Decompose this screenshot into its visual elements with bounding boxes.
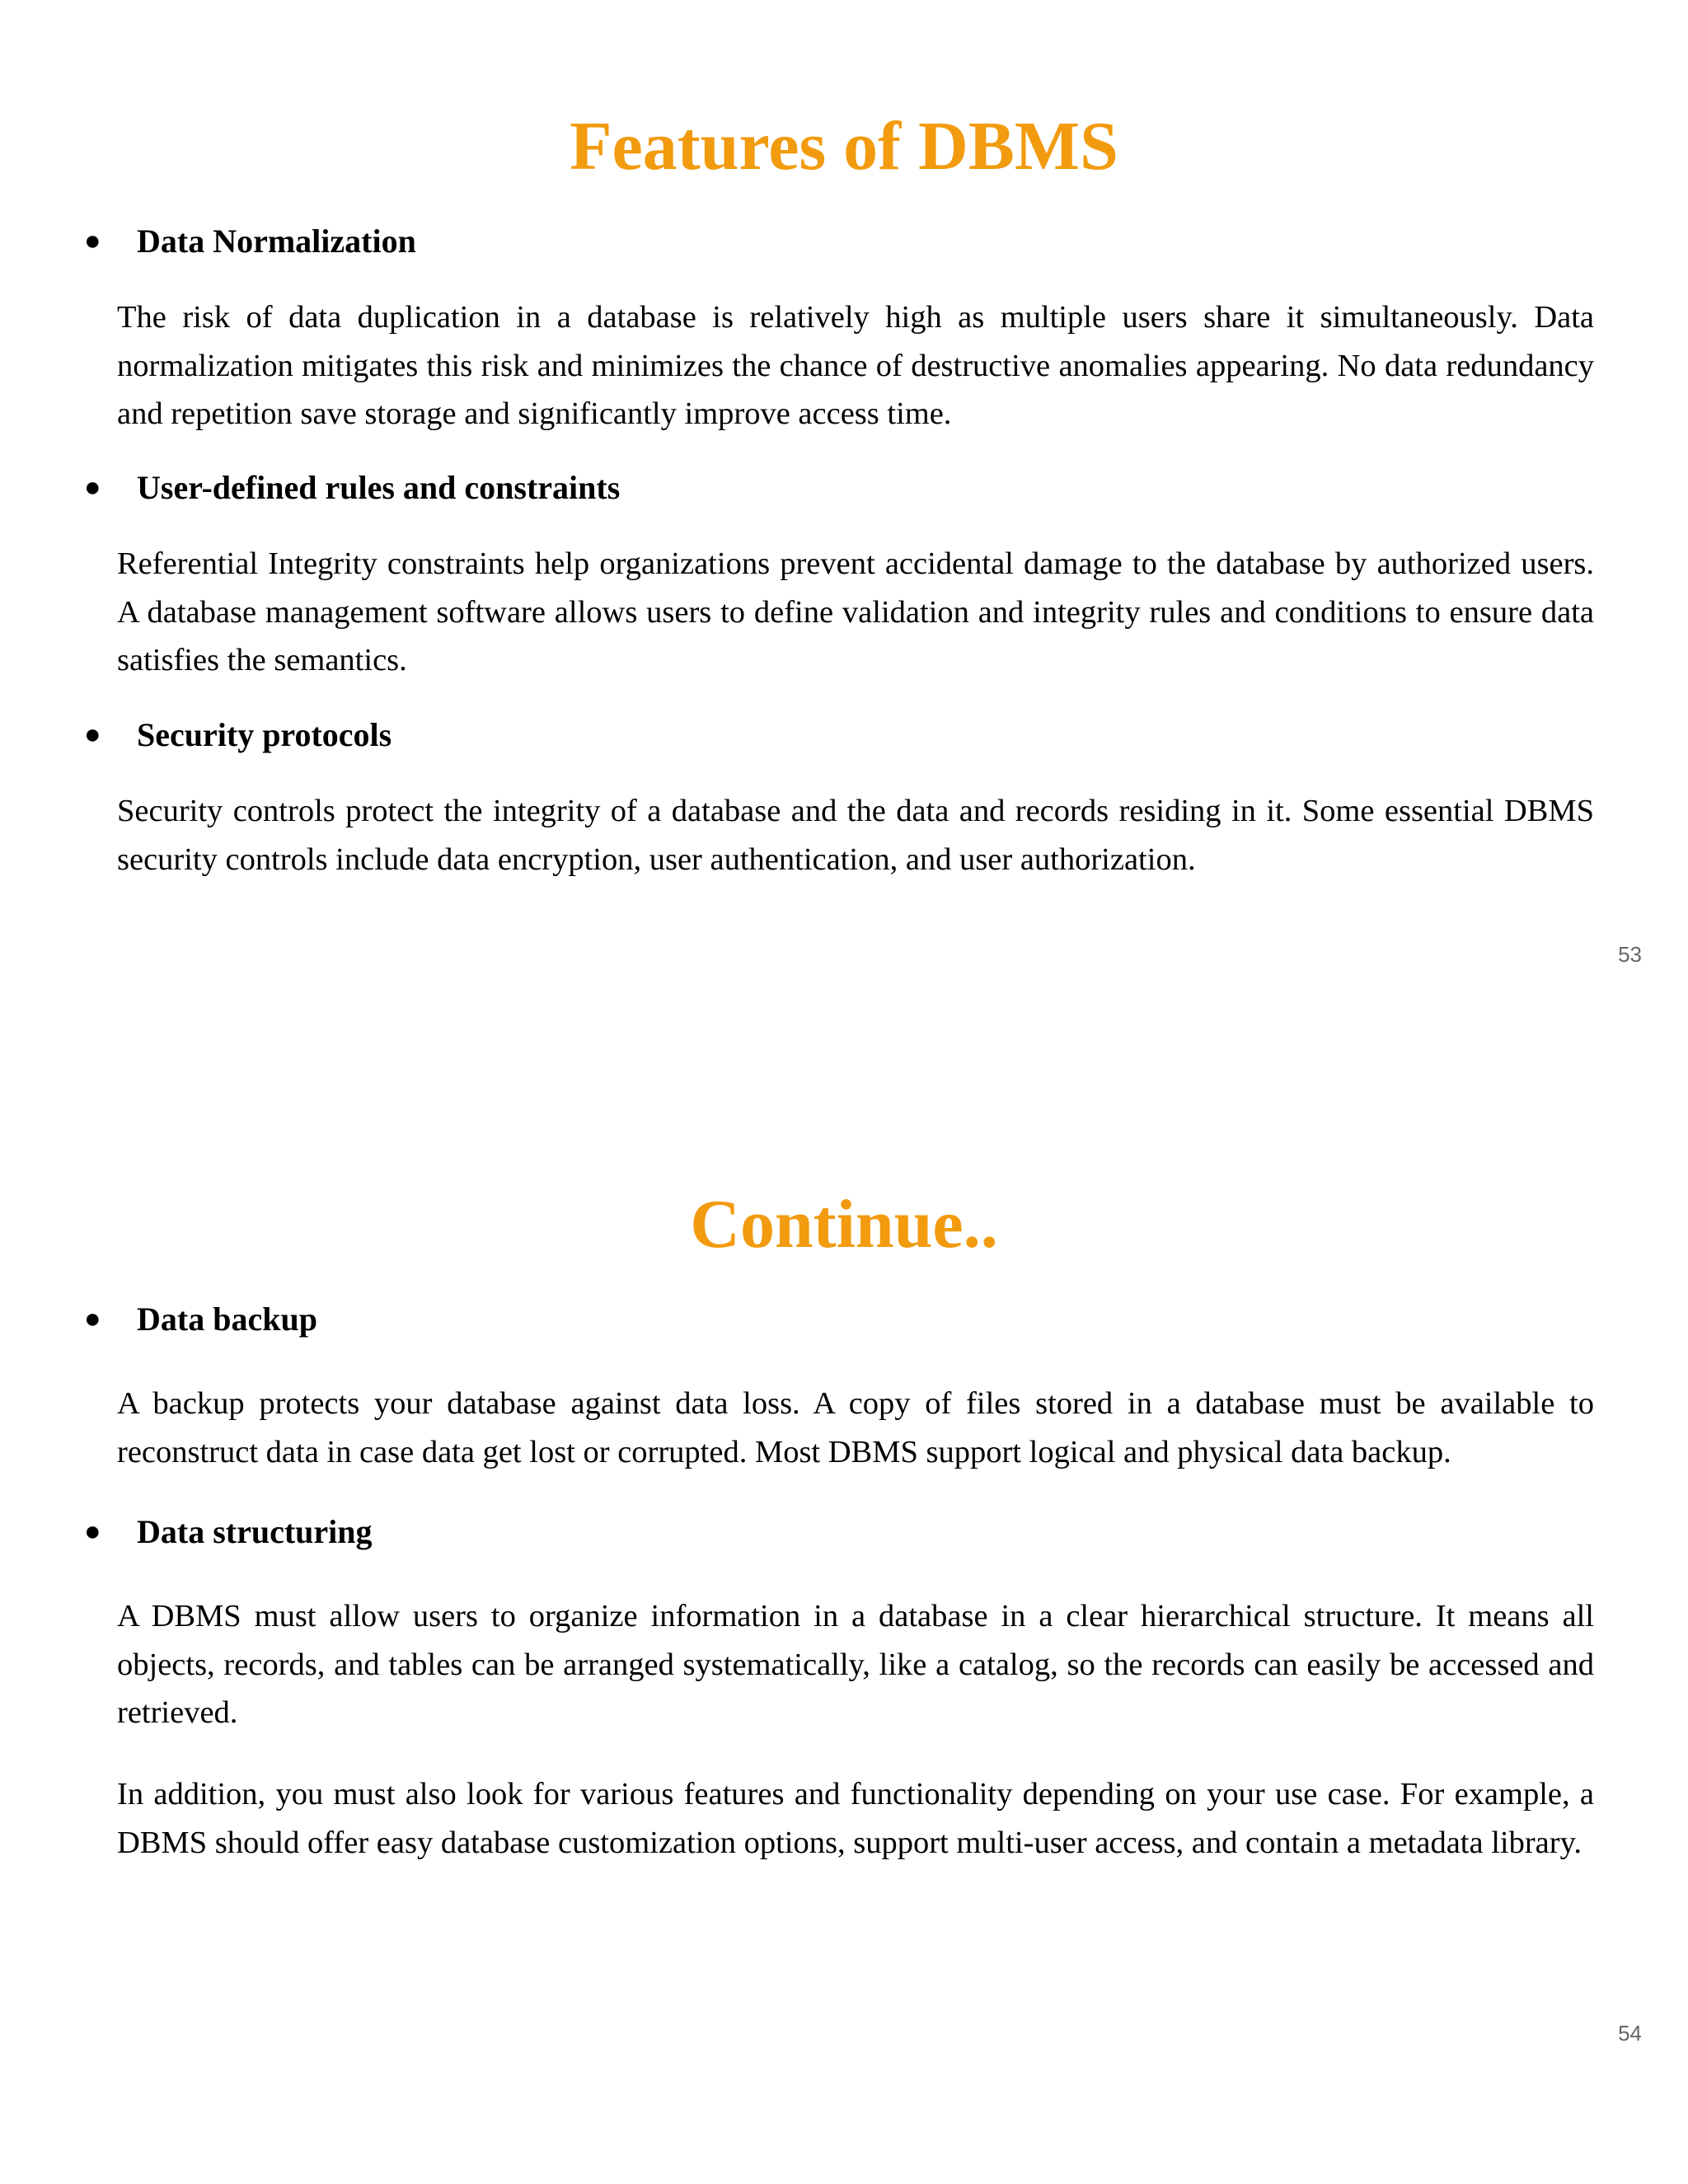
section-heading-data-normalization bbox=[84, 221, 416, 262]
section-heading-data-structuring bbox=[84, 1511, 373, 1553]
paragraph-closing: In addition, you must also look for various features and functionality depending on your use case. For example, a DBMS should offer easy database customization options, support multi-user access, and contain a metadata library. bbox=[117, 1777, 1594, 1860]
paragraph-data-backup: A backup protects your database against data loss. A copy of files stored in a database must be available to reconstruct data in case data get lost or corrupted. Most DBMS support logical and physical data backup. bbox=[117, 1386, 1594, 1469]
bullet-icon: ● bbox=[84, 472, 101, 503]
section-heading-security-protocols bbox=[84, 715, 392, 756]
section-heading-user-defined-rules bbox=[84, 467, 621, 509]
paragraph-data-structuring: A DBMS must allow users to organize information in a database in a clear hierarchical structure. It means all objects, records, and tables can be arranged systematically, like a catalog, so the records can easily be accessed and retrieved. bbox=[117, 1599, 1594, 1730]
section-heading-text: Data backup bbox=[137, 1301, 317, 1338]
page-title: Features of DBMS bbox=[570, 108, 1118, 185]
page-number: 54 bbox=[1618, 2021, 1642, 2046]
document-page-54 bbox=[0, 1080, 1688, 2184]
section-heading-text: Data structuring bbox=[137, 1513, 373, 1550]
page-number: 53 bbox=[1618, 942, 1642, 967]
bullet-icon: ● bbox=[84, 1304, 101, 1334]
section-heading-text: Data Normalization bbox=[137, 223, 416, 260]
page-title: Continue.. bbox=[690, 1186, 998, 1263]
section-heading-text: Security protocols bbox=[137, 716, 392, 753]
bullet-icon: ● bbox=[84, 1516, 101, 1547]
section-heading-data-backup bbox=[84, 1299, 317, 1340]
bullet-icon: ● bbox=[84, 719, 101, 750]
paragraph-data-normalization: The risk of data duplication in a database is relatively high as multiple users share it simultaneously. Data normalization mitigates this risk and minimizes the chance of destructive anomalies appearing. No data redundancy and repetition save storage and significantly improve access time. bbox=[117, 300, 1594, 431]
paragraph-security-protocols: Security controls protect the integrity of a database and the data and records residing in it. Some essential DBMS security controls include data encryption, user authentication, and user authorization. bbox=[117, 794, 1594, 877]
bullet-icon: ● bbox=[84, 226, 101, 256]
document-page-53 bbox=[0, 0, 1688, 1014]
paragraph-user-defined-rules: Referential Integrity constraints help organizations prevent accidental damage to the database by authorized users. A database management software allows users to define validation and integrity rules and conditions to ensure data satisfies the semantics. bbox=[117, 546, 1594, 677]
section-heading-text: User-defined rules and constraints bbox=[137, 469, 621, 506]
